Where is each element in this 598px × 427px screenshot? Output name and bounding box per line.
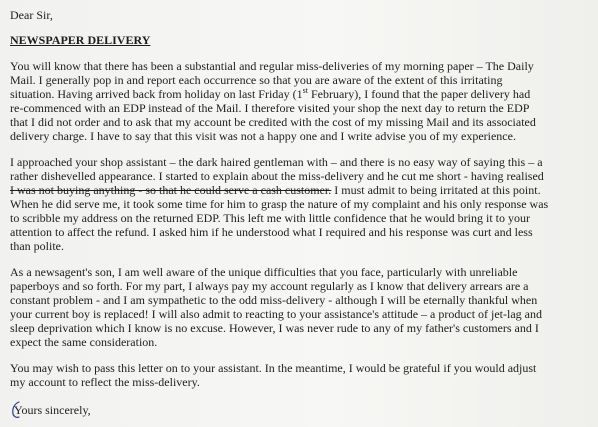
line-text: February), I found that the paper delivery had (307, 87, 531, 101)
paragraph-gap (10, 253, 592, 265)
paragraph-4 (10, 361, 592, 389)
paragraph-line: sleep deprivation which I know is no excuse. However, I was never rude to any of my father's customers and I (10, 321, 539, 335)
paragraph-line: rather dishevelled appearance. I started to explain about the miss-delivery and he cut me short - having realised (10, 169, 544, 183)
paragraph-line: that I did not order and to ask that my account be credited with the cost of my missing Mail and its associated (10, 115, 536, 129)
paragraph-gap (10, 349, 592, 361)
line-text: situation. Having arrived back from holiday on last Friday (1 (10, 87, 303, 101)
paragraph-line: As a newsagent's son, I am well aware of the unique difficulties that you face, particularly with unreliable (10, 265, 518, 279)
paragraph-line: delivery charge. I have to say that this visit was not a happy one and I write advise you of my experience. (10, 129, 516, 143)
paragraph-line: re-commenced with an EDP instead of the Mail. I therefore visited your shop the next day to return the EDP (10, 101, 530, 115)
paragraph-line: When he did serve me, it took some time for him to grasp the nature of my complaint and his only response was (10, 197, 549, 211)
paragraph-line: than polite. (10, 239, 64, 253)
paragraph-line: You may wish to pass this letter on to your assistant. In the meantime, I would be grateful if you would adjust (10, 361, 537, 375)
paragraph-line: constant problem - and I am sympathetic to the odd miss-delivery - although I will be eternally thankful when (10, 293, 538, 307)
paragraph-line: attention to affect the refund. I asked him if he understood what I required and his response was curt and less (10, 225, 533, 239)
closing: Yours sincerely, (14, 403, 91, 417)
paragraph-line (10, 87, 592, 101)
paragraph-line: your current boy is replaced! I will also admit to reacting to your assistance's attitude – a product of jet-lag and (10, 307, 542, 321)
salutation: Dear Sir, (10, 8, 53, 22)
paragraph-line: paperboys and so forth. For my part, I always pay my account regularly as I know that delivery arrears are a (10, 279, 529, 293)
paragraph-1 (10, 59, 592, 143)
line-text: I must admit to being irritated at this point. (331, 183, 541, 197)
paragraph-line: I approached your shop assistant – the dark haired gentleman with – and there is no easy way of saying this – a (10, 155, 543, 169)
paragraph-gap (10, 143, 592, 155)
struck-through-text: I was not buying anything - so that he could serve a cash customer. (10, 183, 332, 197)
paragraph-3 (10, 265, 592, 349)
paragraph-line: my account to reflect the miss-delivery. (10, 375, 200, 389)
letter-heading: NEWSPAPER DELIVERY (10, 33, 151, 47)
paragraph-line: Mail. I generally pop in and report each occurrence so that you are aware of the extent of this irritating (10, 73, 503, 87)
ordinal-suffix: st (302, 86, 308, 95)
letter-body (10, 8, 592, 417)
paragraph-line: to scribble my address on the returned EDP. This left me with little confidence that he would bring it to your (10, 211, 531, 225)
paragraph-line (10, 183, 592, 197)
paragraph-2 (10, 155, 592, 253)
paragraph-line: You will know that there has been a substantial and regular miss-deliveries of my morning paper – The Daily (10, 59, 534, 73)
paragraph-line: expect the same consideration. (10, 335, 158, 349)
